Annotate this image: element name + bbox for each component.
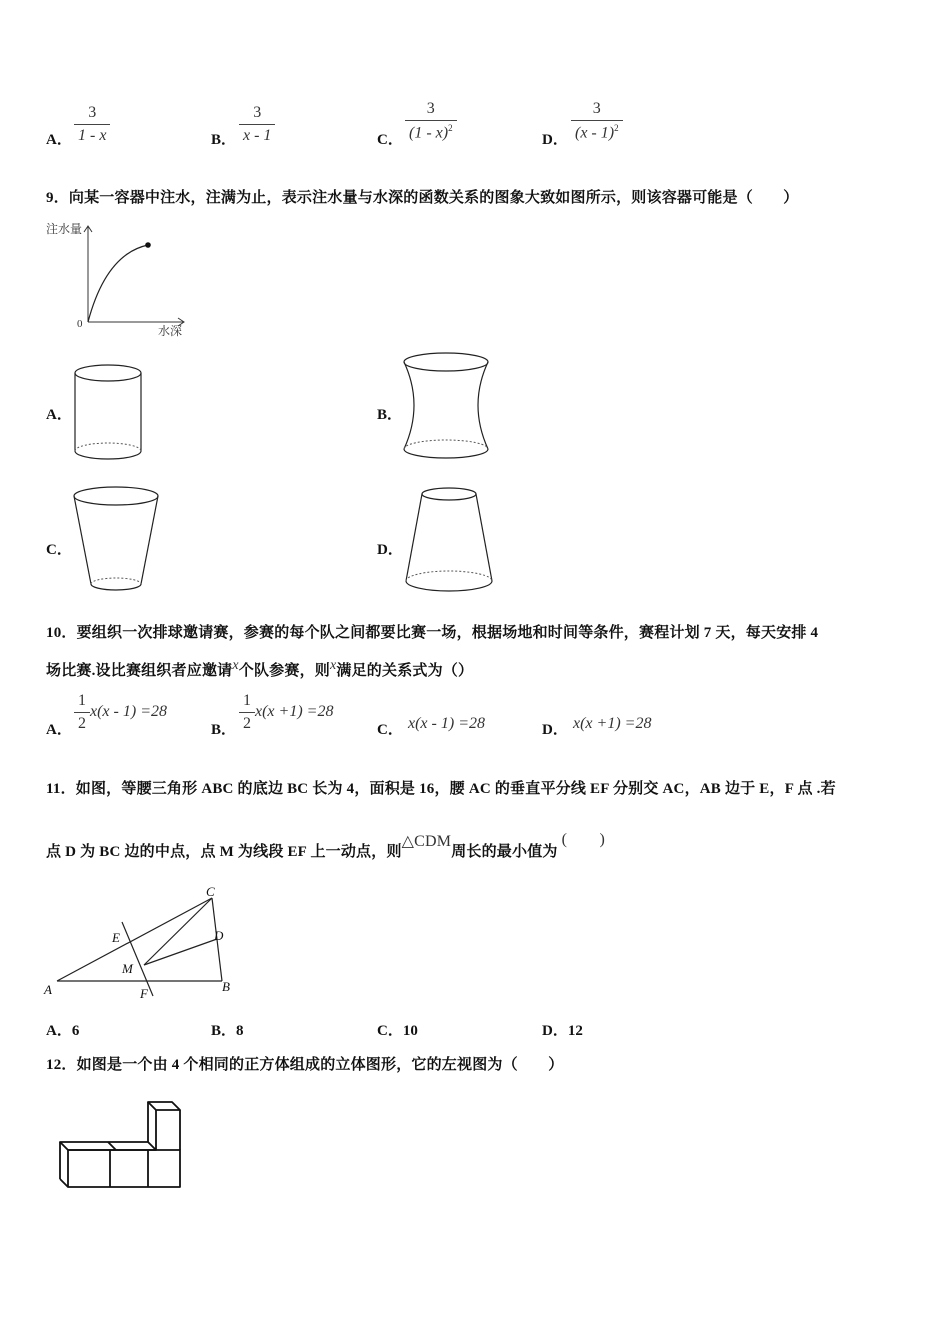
- q10-option-c-label: C．: [377, 722, 403, 738]
- q11-label-f: F: [140, 986, 148, 1001]
- q10-var-x-1: x: [232, 658, 239, 673]
- q11-line2-part1: 点 D 为 BC 边的中点，点 M 为线段 EF 上一动点，则: [46, 844, 402, 860]
- q8-option-c-label: C．: [377, 132, 403, 148]
- q9-graph-curve: [88, 245, 148, 322]
- q8-option-a-label: A．: [46, 132, 72, 148]
- q10-b-expr: x(x +1) =28: [255, 703, 334, 721]
- q8-a-denominator: 1 - x: [78, 127, 107, 144]
- q11-label-c: C: [206, 884, 215, 899]
- q11-triangle-figure: [42, 884, 242, 1004]
- q11-question-line2: [46, 831, 606, 861]
- q10-b-coef-den: 2: [243, 715, 251, 732]
- q8-d-numerator: 3: [571, 100, 623, 121]
- q10-option-d-expression: x(x +1) =28: [573, 715, 652, 732]
- q11-option-a-value: 6: [71, 1023, 80, 1039]
- q11-label-e: E: [112, 930, 120, 945]
- q8-b-denominator: x - 1: [243, 127, 272, 144]
- q8-option-c-fraction: [405, 100, 457, 142]
- q11-option-a: [46, 1019, 79, 1040]
- q9-option-c-label: C．: [46, 542, 72, 558]
- q10-line2-part3: 满足的关系式为（）: [336, 663, 474, 679]
- q10-line2-part1: 场比赛.设比赛组织者应邀请: [46, 663, 233, 679]
- q10-question-line2: [46, 659, 473, 680]
- q12-top-cube-top-face: [148, 1102, 180, 1110]
- q9-option-d-wide-bottom-container: [402, 484, 496, 598]
- q8-d-exponent: 2: [614, 123, 619, 133]
- q8-a-numerator: 3: [74, 104, 110, 125]
- q10-option-c-expression: x(x - 1) =28: [408, 715, 485, 732]
- q11-label-m: M: [122, 961, 133, 976]
- q11-question-line1: 11．如图，等腰三角形 ABC 的底边 BC 长为 4，面积是 16，腰 AC 的垂直平分线 EF 分别交 AC，AB 边于 E，F 点 .若: [46, 781, 836, 797]
- q9-graph-ylabel: 注水量: [46, 222, 83, 236]
- q8-c-exponent: 2: [448, 123, 453, 133]
- q10-option-a-expression: [74, 692, 167, 733]
- q8-c-numerator: 3: [405, 100, 457, 121]
- q8-b-numerator: 3: [239, 104, 275, 125]
- q11-label-a: A: [44, 982, 52, 997]
- q9-option-a-label: A．: [46, 407, 72, 423]
- q8-c-denominator: (1 - x): [409, 124, 449, 142]
- q9-question-text: 9．向某一容器中注水，注满为止，表示注水量与水深的函数关系的图象大致如图所示，则该容器可能是（ ）: [46, 190, 799, 206]
- q12-question-text: 12．如图是一个由 4 个相同的正方体组成的立体图形，它的左视图为（ ）: [46, 1057, 564, 1073]
- q9-option-a-cylinder: [72, 362, 144, 464]
- q10-option-d-label: D．: [542, 722, 568, 738]
- q11-option-d-label: D．: [542, 1023, 568, 1039]
- q8-option-b-fraction: [239, 104, 275, 145]
- q8-option-d-label: D．: [542, 132, 568, 148]
- q10-option-a-label: A．: [46, 722, 72, 738]
- q9-option-b-waisted-container: [400, 350, 492, 464]
- q11-option-b-value: 8: [236, 1023, 244, 1039]
- q11-option-d: [542, 1019, 583, 1040]
- q12-bottom-row-front: [68, 1150, 180, 1187]
- q12-cube-solid-figure: [56, 1098, 190, 1196]
- q10-question-line1: 10．要组织一次排球邀请赛，参赛的每个队之间都要比赛一场，根据场地和时间等条件，赛程计划 7 天，每天安排 4: [46, 625, 819, 641]
- q11-line2-part2: 周长的最小值为: [451, 844, 558, 860]
- q8-option-a-fraction: [74, 104, 110, 145]
- q11-option-b: [211, 1019, 244, 1040]
- q11-triangle-cdm: △CDM: [401, 833, 452, 850]
- q10-var-x-2: x: [329, 658, 337, 673]
- q11-option-c: [377, 1019, 418, 1040]
- q8-d-denominator: (x - 1): [575, 124, 615, 142]
- q9-option-d-label: D．: [377, 542, 403, 558]
- q11-option-c-value: 10: [402, 1023, 418, 1039]
- q9-option-b-label: B．: [377, 407, 403, 423]
- q10-option-b-label: B．: [211, 722, 237, 738]
- q11-option-a-label: A．: [46, 1023, 72, 1039]
- q9-graph-xlabel: 水深: [158, 324, 183, 338]
- q10-option-b-expression: [239, 692, 333, 733]
- q8-option-b-label: B．: [211, 132, 237, 148]
- q11-option-c-label: C．: [377, 1023, 403, 1039]
- q11-label-d: D: [214, 928, 224, 943]
- q10-a-expr: x(x - 1) =28: [90, 703, 167, 721]
- q8-option-d-fraction: [571, 100, 623, 142]
- q10-a-coef-den: 2: [78, 715, 86, 732]
- q10-a-coef-num: 1: [74, 692, 90, 713]
- q11-label-b: B: [222, 979, 230, 994]
- q9-function-graph: [44, 218, 194, 340]
- q11-option-d-value: 12: [567, 1023, 583, 1039]
- q11-option-b-label: B．: [211, 1023, 237, 1039]
- q9-option-c-wide-top-cup: [70, 484, 162, 598]
- q9-graph-origin: 0: [77, 318, 83, 330]
- q10-b-coef-num: 1: [239, 692, 255, 713]
- q10-line2-part2: 个队参赛，则: [238, 663, 330, 679]
- q11-answer-paren: ( ): [561, 831, 606, 848]
- q9-graph-endpoint: [145, 242, 151, 248]
